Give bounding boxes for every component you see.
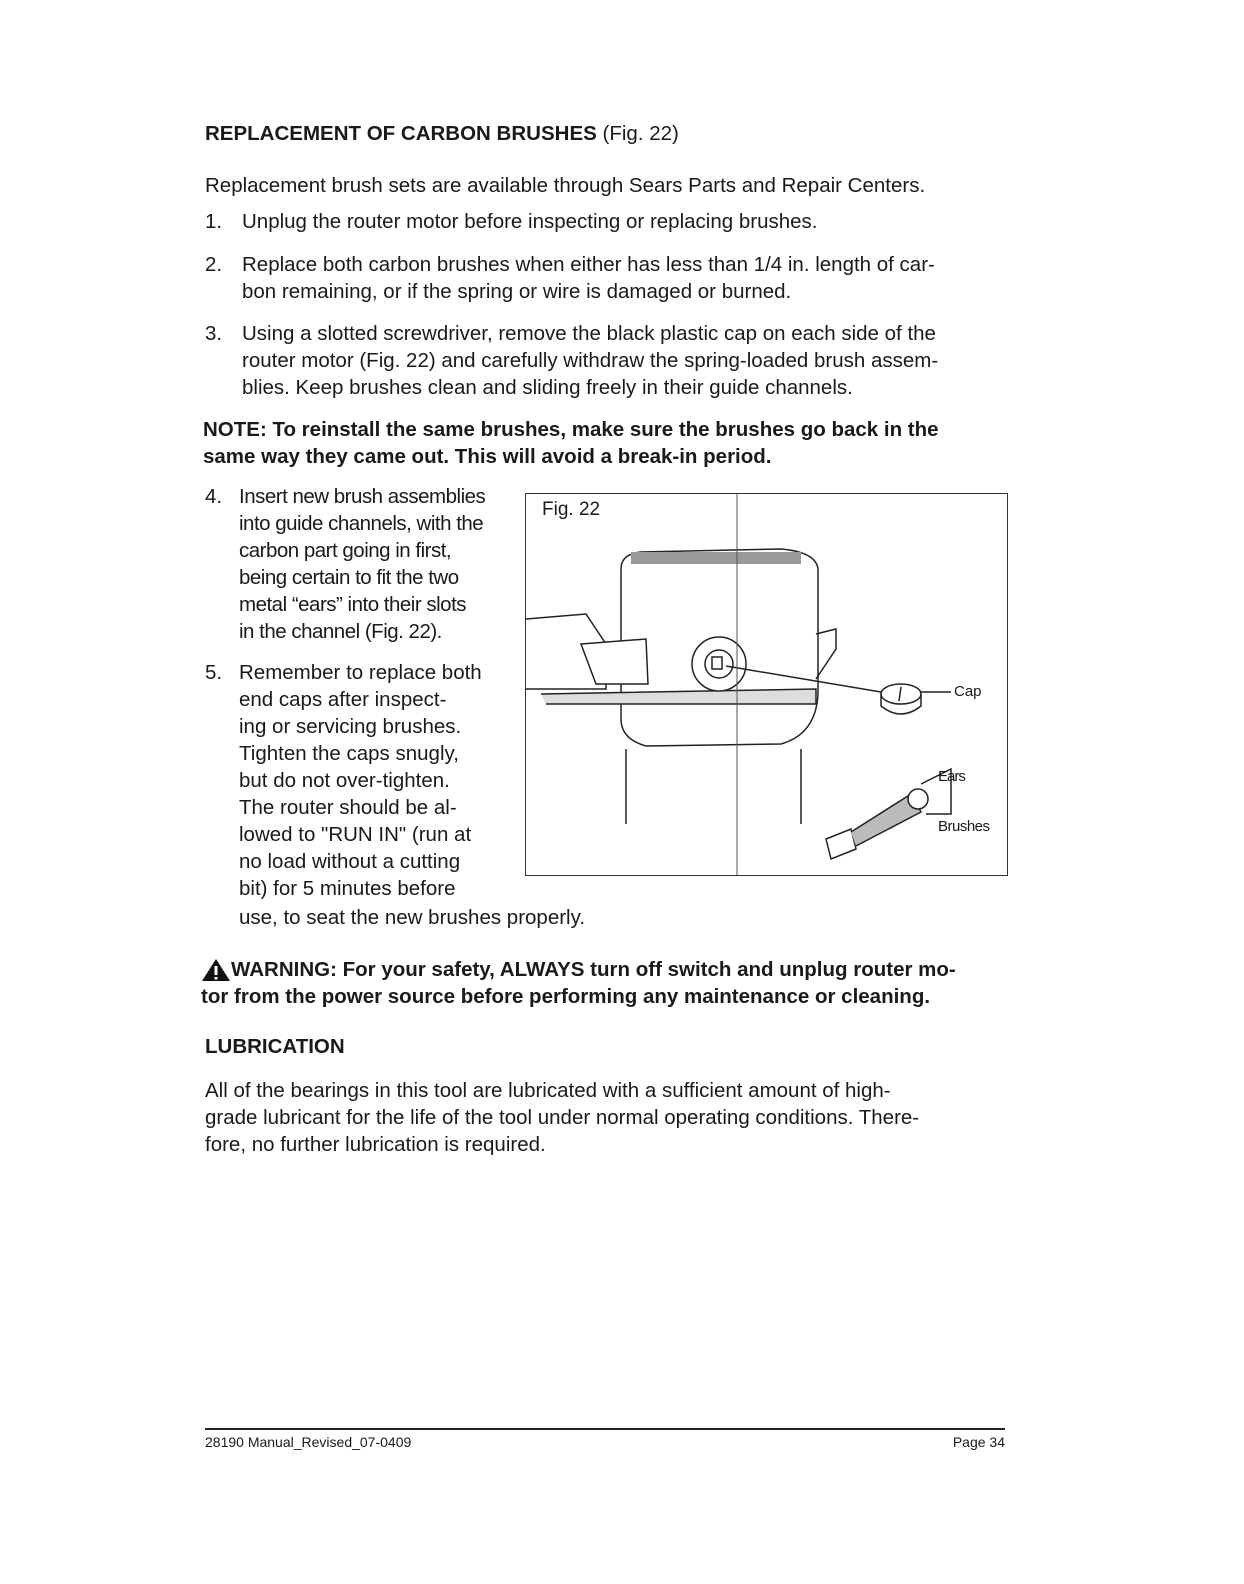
section-title-lubrication: LUBRICATION <box>205 1035 345 1058</box>
list-item <box>205 659 482 902</box>
item-line: Tighten the caps snugly, <box>239 742 459 765</box>
item-line: Unplug the router motor before inspecting or replacing brushes. <box>242 210 818 233</box>
item-line: into guide channels, with the <box>239 512 484 535</box>
page-footer <box>205 1428 1005 1450</box>
item-line: but do not over-tighten. <box>239 769 450 792</box>
warning-line: tor from the power source before performing any maintenance or cleaning. <box>201 985 931 1008</box>
warning-line: WARNING: For your safety, ALWAYS turn off switch and unplug router mo- <box>231 958 956 981</box>
item-line: metal “ears” into their slots <box>239 593 467 616</box>
item-line: router motor (Fig. 22) and carefully withdraw the spring-loaded brush assem- <box>242 349 939 372</box>
item-number: 2. <box>205 253 223 276</box>
document-id: 28190 Manual_Revised_07-0409 <box>205 1434 412 1450</box>
item-number: 1. <box>205 210 223 233</box>
item-line: The router should be al- <box>239 796 457 819</box>
item-line: no load without a cutting <box>239 850 461 873</box>
item-line: carbon part going in first, <box>239 539 452 562</box>
intro-paragraph: Replacement brush sets are available through Sears Parts and Repair Centers. <box>205 174 926 197</box>
warning-triangle-icon <box>201 958 231 982</box>
title-fig-ref: (Fig. 22) <box>596 122 679 145</box>
list-item <box>205 320 938 401</box>
item-line: Using a slotted screwdriver, remove the black plastic cap on each side of the <box>242 322 936 345</box>
router-motor-illustration <box>526 494 1007 875</box>
item-line: being certain to fit the two <box>239 566 459 589</box>
item-line: in the channel (Fig. 22). <box>239 620 442 643</box>
item-number: 4. <box>205 485 223 508</box>
item-number: 3. <box>205 322 223 345</box>
warning-block <box>201 956 956 1010</box>
item-line: blies. Keep brushes clean and sliding freely in their guide channels. <box>242 376 853 399</box>
label-brushes: Brushes <box>938 818 990 835</box>
item-number: 5. <box>205 661 223 684</box>
paragraph-line: All of the bearings in this tool are lubricated with a sufficient amount of high- <box>205 1079 891 1102</box>
item-line: bit) for 5 minutes before <box>239 877 456 900</box>
item-line: lowed to "RUN IN" (run at <box>239 823 472 846</box>
figure-title: Fig. 22 <box>542 499 601 520</box>
list-item <box>205 483 485 645</box>
item-line: Replace both carbon brushes when either has less than 1/4 in. length of car- <box>242 253 935 276</box>
item-line: Remember to replace both <box>239 661 482 684</box>
label-ears: Ears <box>938 768 965 785</box>
section-title-carbon-brushes <box>205 122 679 146</box>
note-line: same way they came out. This will avoid a break-in period. <box>203 445 772 468</box>
list-item <box>205 251 935 305</box>
figure-22 <box>525 493 1008 876</box>
item-line: bon remaining, or if the spring or wire is damaged or burned. <box>242 280 792 303</box>
item-line: Insert new brush assemblies <box>239 485 486 508</box>
label-cap: Cap <box>954 683 982 700</box>
paragraph-line: fore, no further lubrication is required. <box>205 1133 546 1156</box>
step5-tail: use, to seat the new brushes properly. <box>239 906 586 929</box>
note <box>203 416 939 470</box>
title-text: REPLACEMENT OF CARBON BRUSHES <box>205 122 597 145</box>
lubrication-paragraph <box>205 1077 919 1158</box>
paragraph-line: grade lubricant for the life of the tool under normal operating conditions. There- <box>205 1106 920 1129</box>
page-number: Page 34 <box>952 1434 1005 1450</box>
item-line: ing or servicing brushes. <box>239 715 462 738</box>
note-line: NOTE: To reinstall the same brushes, make sure the brushes go back in the <box>203 418 939 441</box>
list-item <box>205 208 817 235</box>
item-line: end caps after inspect- <box>239 688 447 711</box>
